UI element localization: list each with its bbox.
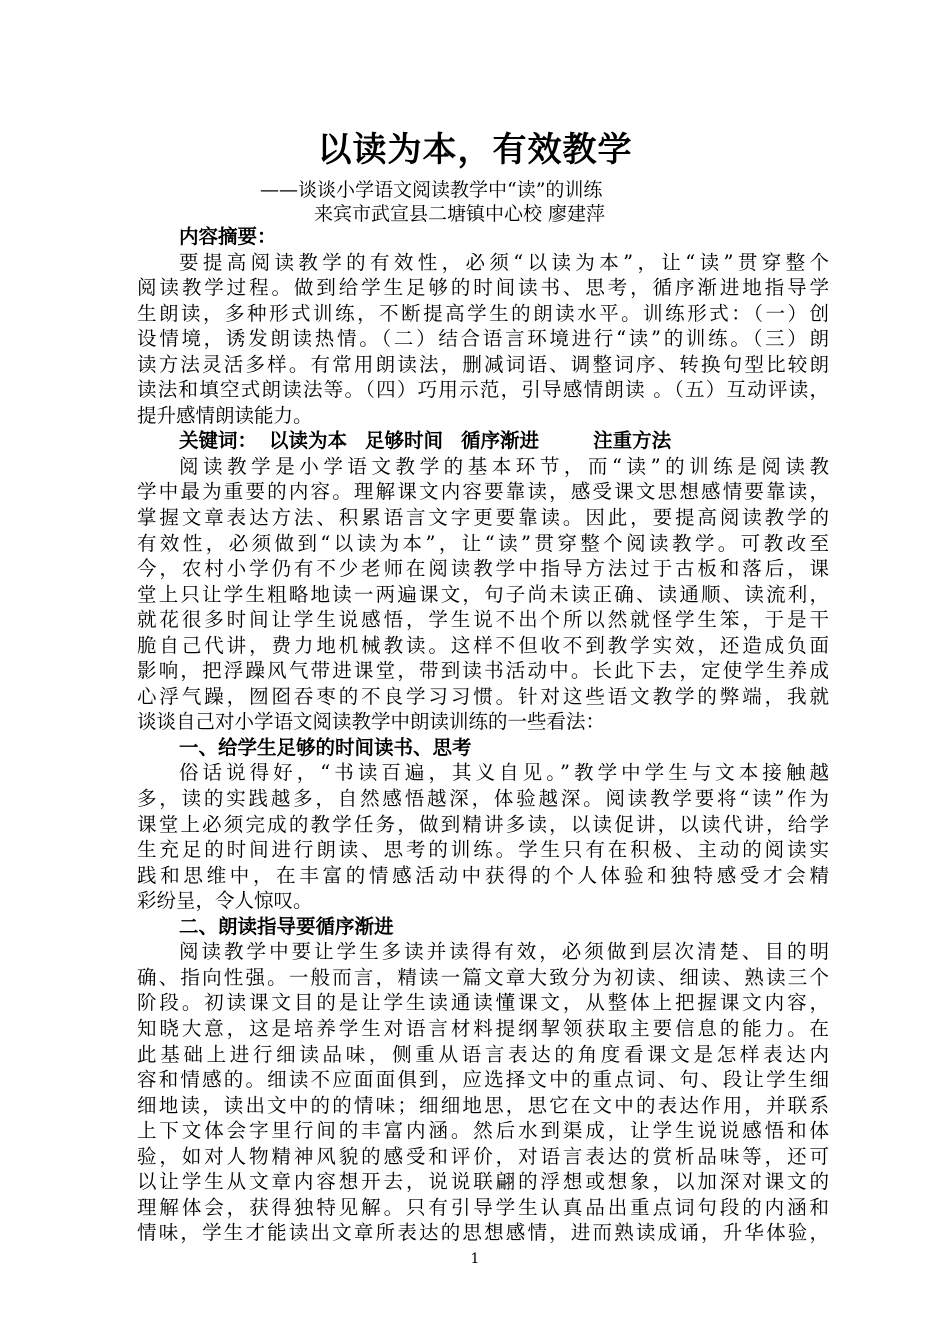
abstract-paragraph: [137, 250, 829, 429]
abstract-heading: 内容摘要：: [179, 225, 277, 248]
abstract-line: 设情境，诱发朗读热情。（二）结合语言环境进行“读”的训练。（三）朗: [137, 327, 829, 351]
section-1-line: 践和思维中，在丰富的情感活动中获得的个人体验和独特感受才会精: [137, 863, 829, 887]
keywords-label: 关键词：: [179, 429, 258, 453]
intro-line: 学中最为重要的内容。理解课文内容要靠读，感受课文思想感情要靠读，: [137, 480, 829, 504]
intro-line: 谈谈自己对小学语文阅读教学中朗读训练的一些看法：: [137, 710, 606, 734]
abstract-line: 提升感情朗读能力。: [137, 403, 313, 427]
document-title: 以读为本，有效教学: [317, 130, 633, 170]
intro-line: 阅读教学是小学语文教学的基本环节，而“读”的训练是阅读教: [179, 454, 829, 478]
abstract-line: 读法和填空式朗读法等。（四）巧用示范，引导感情朗读 。（五）互动评读，: [137, 378, 829, 402]
intro-line: 脆自己代讲，费力地机械教读。这样不但收不到教学实效，还造成负面: [137, 633, 829, 657]
section-2-line: 知晓大意，这是培养学生对语言材料提纲挈领获取主要信息的能力。在: [137, 1016, 829, 1040]
section-2-line: 验，如对人物精神风貌的感受和评价，对语言表达的赏析品味等，还可: [137, 1144, 829, 1168]
section-heading-2: 二、朗读指导要循序渐进: [179, 914, 394, 938]
abstract-line: 生朗读，多种形式训练，不断提高学生的朗读水平。训练形式：（一）创: [137, 301, 829, 325]
keyword-item: 足够时间: [365, 429, 444, 453]
keywords-line: [137, 428, 829, 454]
intro-line: 心浮气躁，囫囵吞枣的不良学习习惯。针对这些语文教学的弊端，我就: [137, 684, 829, 708]
section-heading-1: 一、给学生足够的时间读书、思考: [179, 735, 472, 759]
section-2-line: 此基础上进行细读品味，侧重从语言表达的角度看课文是怎样表达内: [137, 1042, 829, 1066]
keyword-item: 以读为本: [269, 429, 348, 453]
page-number: 1: [470, 1251, 480, 1267]
section-1-paragraph: [137, 760, 829, 913]
section-1-line: 彩纷呈，令人惊叹。: [137, 889, 313, 913]
intro-line: 今，农村小学仍有不少老师在阅读教学中指导方法过于古板和落后，课: [137, 557, 829, 581]
intro-line: 掌握文章表达方法、积累语言文字更要靠读。因此，要提高阅读教学的: [137, 506, 829, 530]
intro-paragraph: [137, 454, 829, 735]
section-2-line: 阅读教学中要让学生多读并读得有效，必须做到层次清楚、目的明: [179, 940, 829, 964]
section-1-line: 课堂上必须完成的教学任务，做到精讲多读，以读促讲，以读代讲，给学: [137, 812, 829, 836]
intro-line: 堂上只让学生粗略地读一两遍课文，句子尚未读正确、读通顺、读流利，: [137, 582, 829, 606]
document-subtitle: ——谈谈小学语文阅读教学中“读”的训练: [260, 179, 603, 201]
section-1-line: 多，读的实践越多，自然感悟越深，体验越深。阅读教学要将“读”作为: [137, 787, 829, 811]
author-line: 来宾市武宣县二塘镇中心校 廖建萍: [314, 203, 606, 225]
document-body: [137, 224, 829, 1246]
section-2-line: 上下文体会字里行间的丰富内涵。然后水到渠成，让学生说说感悟和体: [137, 1119, 829, 1143]
section-1-line: 生充足的时间进行朗读、思考的训练。学生只有在积极、主动的阅读实: [137, 838, 829, 862]
keyword-item: 循序渐进: [461, 429, 540, 453]
section-2-line: 情味，学生才能读出文章所表达的思想感情，进而熟读成诵，升华体验，: [137, 1221, 829, 1245]
section-2-line: 理解体会，获得独特见解。只有引导学生认真品出重点词句段的内涵和: [137, 1195, 829, 1219]
section-1-line: 俗话说得好，“书读百遍，其义自见。”教学中学生与文本接触越: [179, 761, 829, 785]
abstract-line: 读方法灵活多样。有常用朗读法，删减词语、调整词序、转换句型比较朗: [137, 352, 829, 376]
section-2-line: 细地读，读出文中的的情味；细细地思，思它在文中的表达作用，并联系: [137, 1093, 829, 1117]
intro-line: 影响，把浮躁风气带进课堂，带到读书活动中。长此下去，定使学生养成: [137, 659, 829, 683]
section-2-line: 以让学生从文章内容想开去，说说联翩的浮想或想象，以加深对课文的: [137, 1170, 829, 1194]
section-2-paragraph: [137, 939, 829, 1246]
abstract-line: 要提高阅读教学的有效性，必须“以读为本”，让“读”贯穿整个: [179, 250, 829, 274]
section-2-line: 阶段。初读课文目的是让学生读通读懂课文，从整体上把握课文内容，: [137, 991, 829, 1015]
abstract-line: 阅读教学过程。做到给学生足够的时间读书、思考，循序渐进地指导学: [137, 276, 829, 300]
intro-line: 就花很多时间让学生说感悟，学生说不出个所以然就怪学生笨，于是干: [137, 608, 829, 632]
section-2-line: 确、指向性强。一般而言，精读一篇文章大致分为初读、细读、熟读三个: [137, 965, 829, 989]
section-2-line: 容和情感的。细读不应面面俱到，应选择文中的重点词、句、段让学生细: [137, 1068, 829, 1092]
intro-line: 有效性，必须做到“以读为本”，让“读”贯穿整个阅读教学。可教改至: [137, 531, 829, 555]
keyword-item: 注重方法: [593, 429, 672, 453]
